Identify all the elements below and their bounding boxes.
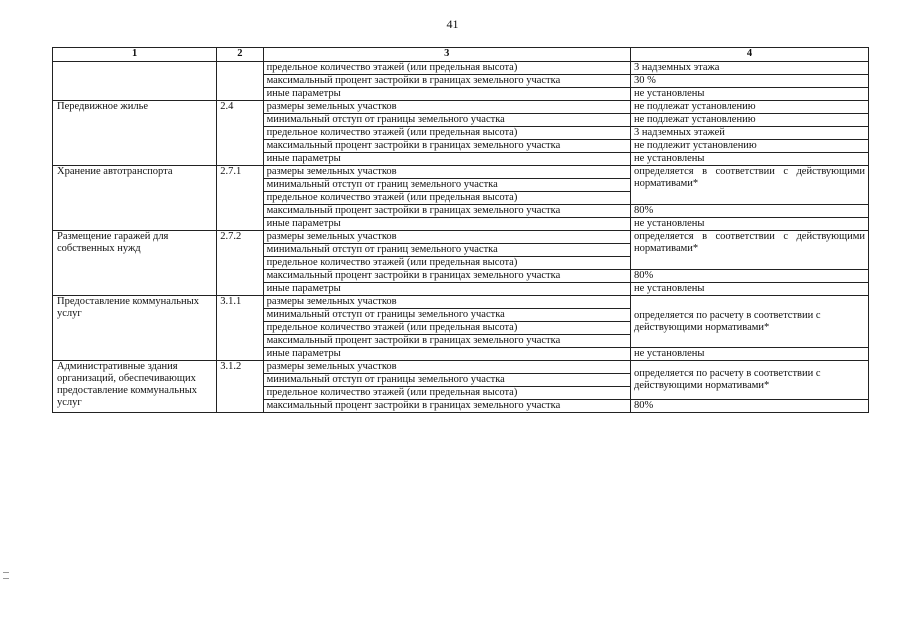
param-cell: максимальный процент застройки в границах земельного участка <box>263 75 630 88</box>
param-cell: иные параметры <box>263 153 630 166</box>
value-cell: 30 % <box>631 75 869 88</box>
param-cell: предельное количество этажей (или предельная высота) <box>263 127 630 140</box>
zoning-parameters-table <box>52 47 869 413</box>
use-code-cell: 2.7.2 <box>217 231 263 296</box>
table-row <box>53 231 869 244</box>
table-row <box>53 166 869 179</box>
scan-margin-mark <box>3 578 9 579</box>
value-cell: 3 надземных этажей <box>631 127 869 140</box>
param-cell: минимальный отступ от границы земельного участка <box>263 309 630 322</box>
use-name-cell: Передвижное жилье <box>53 101 217 166</box>
param-cell: предельное количество этажей (или предельная высота) <box>263 322 630 335</box>
value-cell: не установлены <box>631 218 869 231</box>
param-cell: размеры земельных участков <box>263 361 630 374</box>
param-cell: предельное количество этажей (или предельная высота) <box>263 192 630 205</box>
use-code-cell <box>217 62 263 101</box>
use-name-cell: Хранение автотранспорта <box>53 166 217 231</box>
header-cell: 3 <box>263 48 630 62</box>
use-code-cell: 2.7.1 <box>217 166 263 231</box>
param-cell: минимальный отступ от границ земельного участка <box>263 179 630 192</box>
header-cell: 1 <box>53 48 217 62</box>
use-code-cell: 3.1.2 <box>217 361 263 413</box>
param-cell: иные параметры <box>263 348 630 361</box>
value-cell: не установлены <box>631 88 869 101</box>
param-cell: размеры земельных участков <box>263 166 630 179</box>
param-cell: максимальный процент застройки в границах земельного участка <box>263 205 630 218</box>
param-cell: максимальный процент застройки в границах земельного участка <box>263 335 630 348</box>
scan-margin-mark <box>3 572 9 573</box>
merged-value-cell: определяется в соответствии с действующими нормативами* <box>631 166 869 205</box>
use-name-cell <box>53 62 217 101</box>
table-row <box>53 62 869 75</box>
value-cell: 80% <box>631 400 869 413</box>
param-cell: минимальный отступ от границ земельного участка <box>263 244 630 257</box>
param-cell: иные параметры <box>263 218 630 231</box>
merged-value-cell: определяется по расчету в соответствии с действующими нормативами* <box>631 296 869 348</box>
table-row <box>53 101 869 114</box>
merged-value-cell: определяется в соответствии с действующими нормативами* <box>631 231 869 270</box>
header-cell: 4 <box>631 48 869 62</box>
value-cell: 3 надземных этажа <box>631 62 869 75</box>
value-cell: не подлежат установлению <box>631 114 869 127</box>
value-cell: 80% <box>631 205 869 218</box>
merged-value-cell: определяется по расчету в соответствии с действующими нормативами* <box>631 361 869 400</box>
param-cell: минимальный отступ от границы земельного участка <box>263 114 630 127</box>
value-cell: не подлежат установлению <box>631 101 869 114</box>
param-cell: предельное количество этажей (или предельная высота) <box>263 257 630 270</box>
table-row <box>53 361 869 374</box>
param-cell: максимальный процент застройки в границах земельного участка <box>263 400 630 413</box>
param-cell: иные параметры <box>263 88 630 101</box>
param-cell: минимальный отступ от границы земельного участка <box>263 374 630 387</box>
value-cell: не установлены <box>631 283 869 296</box>
value-cell: не подлежит установлению <box>631 140 869 153</box>
param-cell: максимальный процент застройки в границах земельного участка <box>263 270 630 283</box>
value-cell: не установлены <box>631 348 869 361</box>
value-cell: 80% <box>631 270 869 283</box>
param-cell: иные параметры <box>263 283 630 296</box>
page-number: 41 <box>446 17 459 31</box>
param-cell: предельное количество этажей (или предельная высота) <box>263 62 630 75</box>
param-cell: размеры земельных участков <box>263 296 630 309</box>
value-cell: не установлены <box>631 153 869 166</box>
param-cell: максимальный процент застройки в границах земельного участка <box>263 140 630 153</box>
header-cell: 2 <box>217 48 263 62</box>
use-name-cell: Административные здания организаций, обеспечивающих предоставление коммунальных услуг <box>53 361 217 413</box>
param-cell: размеры земельных участков <box>263 231 630 244</box>
use-code-cell: 2.4 <box>217 101 263 166</box>
param-cell: предельное количество этажей (или предельная высота) <box>263 387 630 400</box>
use-name-cell: Предоставление коммунальных услуг <box>53 296 217 361</box>
param-cell: размеры земельных участков <box>263 101 630 114</box>
header-row <box>53 48 869 62</box>
use-name-cell: Размещение гаражей для собственных нужд <box>53 231 217 296</box>
use-code-cell: 3.1.1 <box>217 296 263 361</box>
table-row <box>53 296 869 309</box>
